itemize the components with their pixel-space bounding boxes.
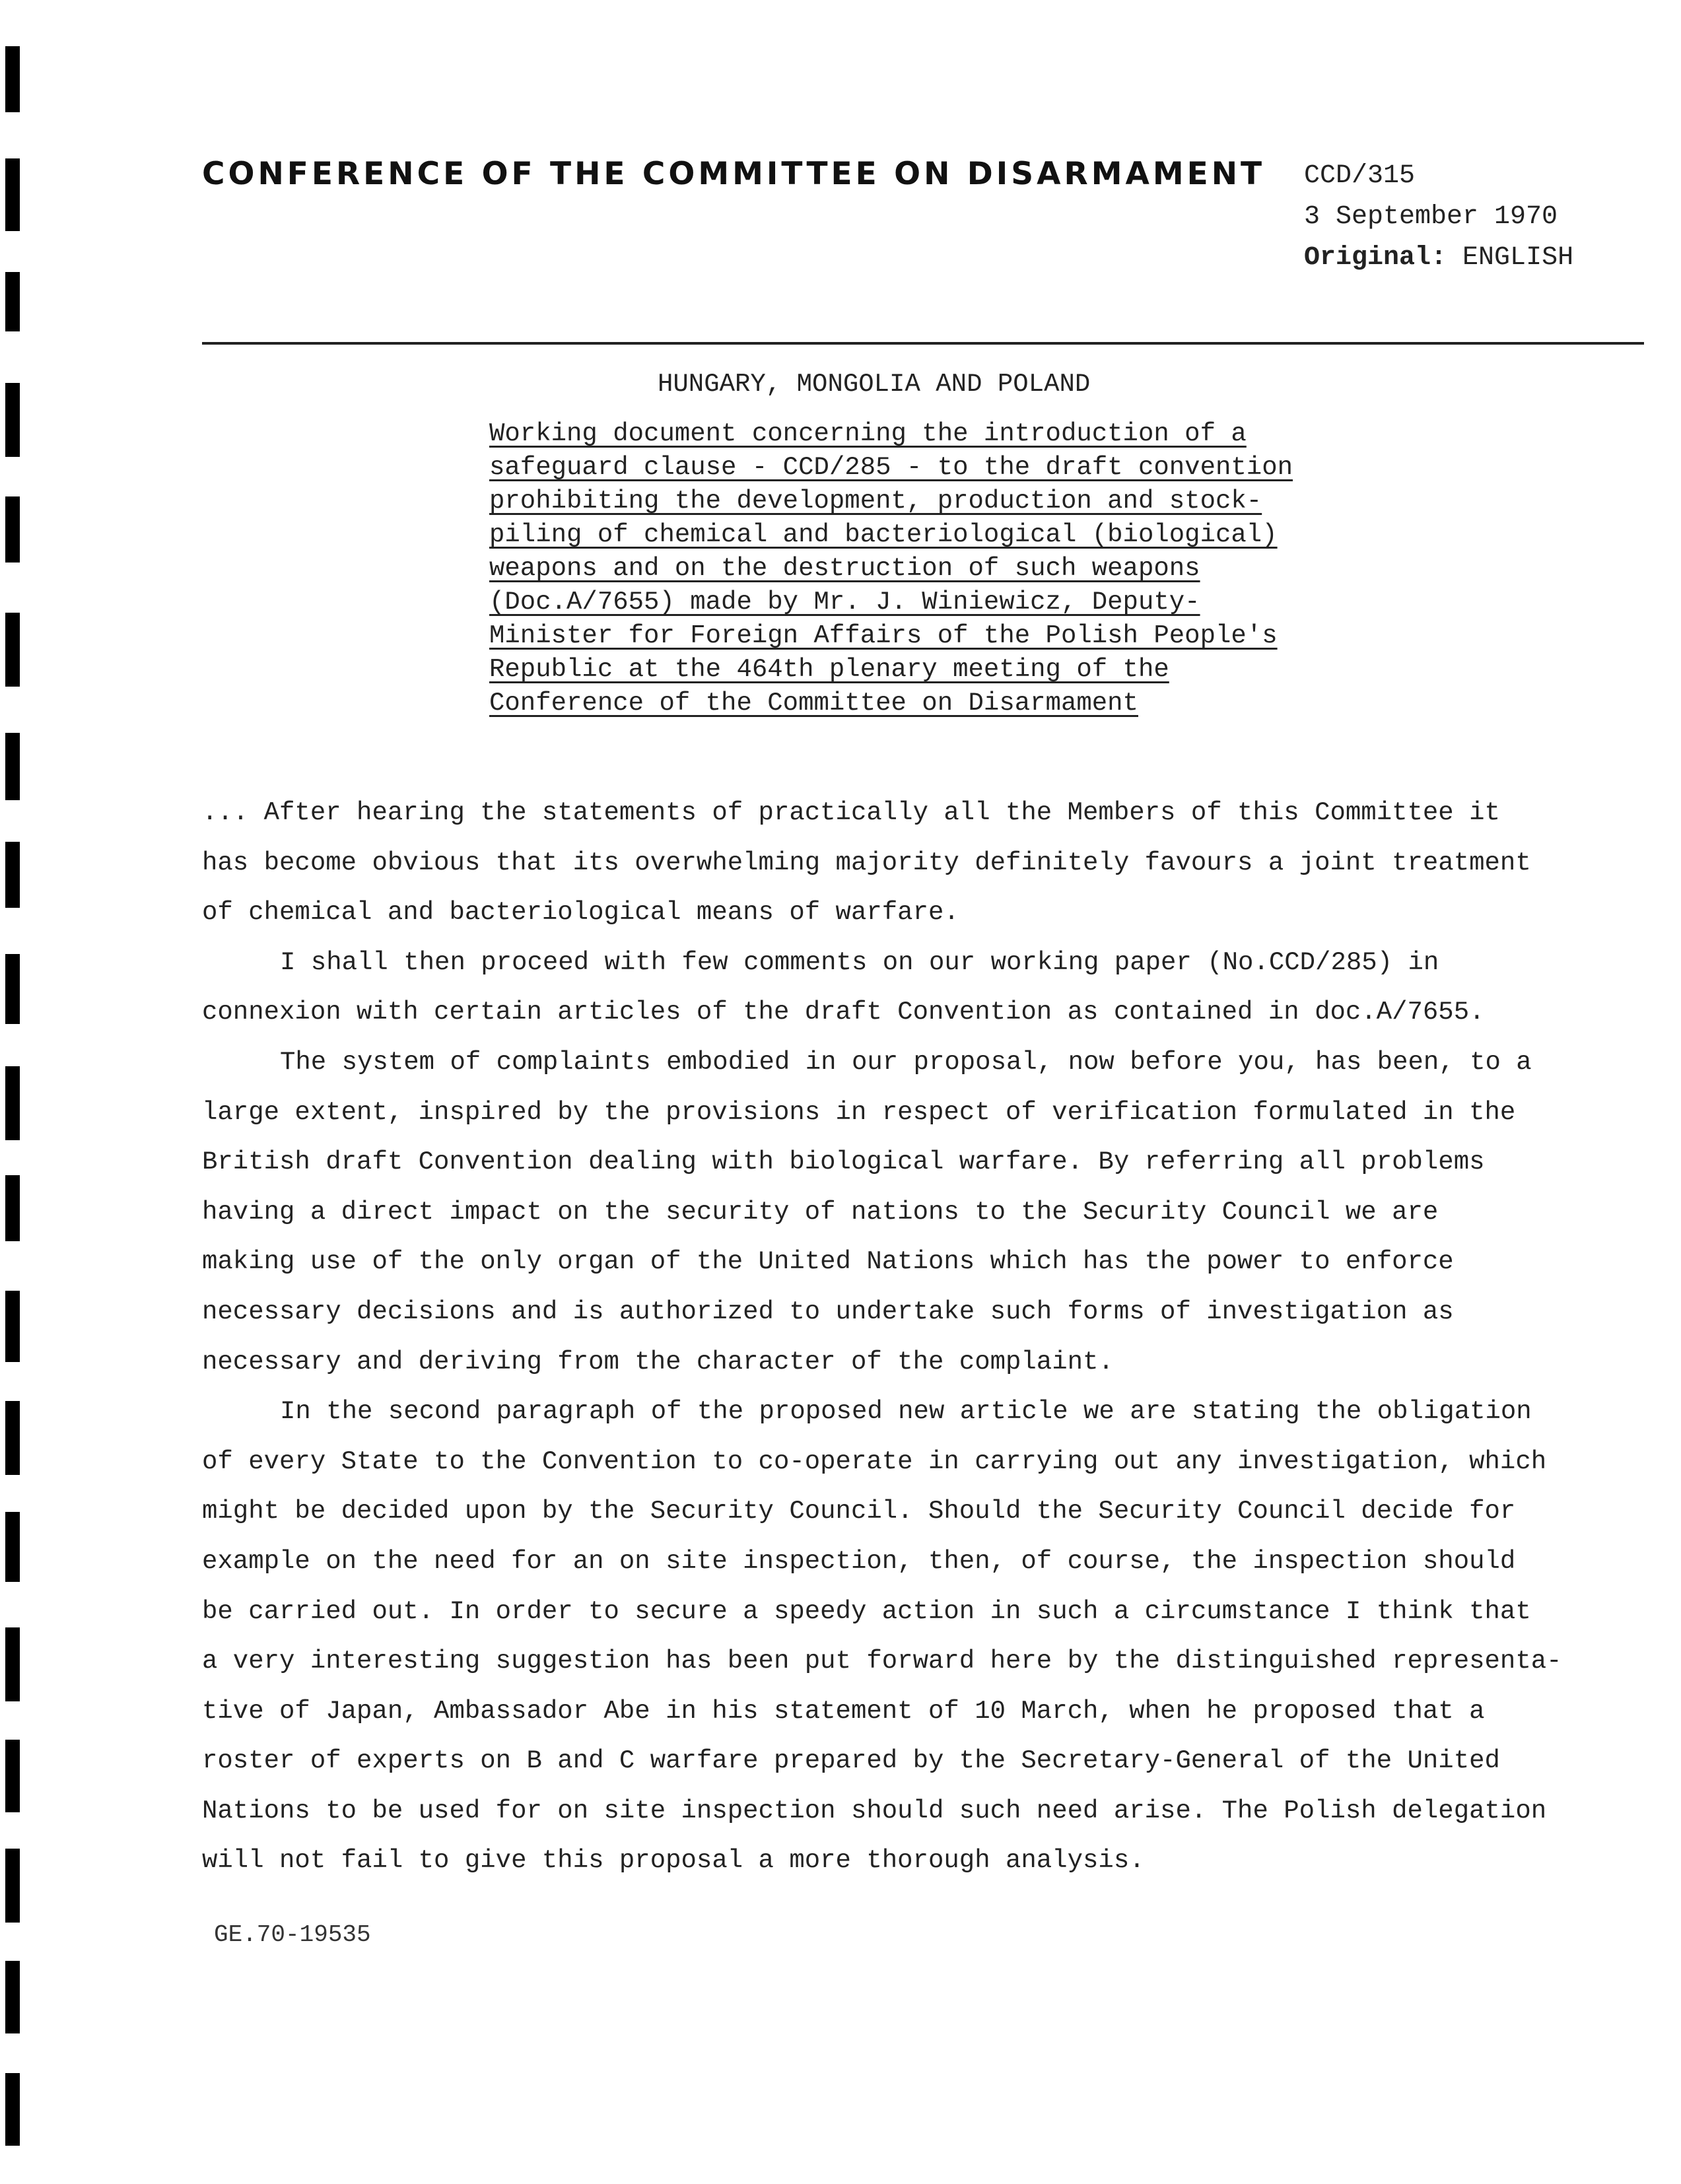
- binder-mark: [5, 1512, 20, 1582]
- submitting-countries: HUNGARY, MONGOLIA AND POLAND: [658, 370, 1091, 399]
- body-line: might be decided upon by the Security Council. Should the Security Council decide for: [202, 1497, 1516, 1526]
- document-title-line: (Doc.A/7655) made by Mr. J. Winiewicz, Deputy-: [489, 588, 1200, 617]
- binder-mark: [5, 1849, 20, 1923]
- conference-title: CONFERENCE OF THE COMMITTEE ON DISARMAMENT: [202, 156, 1266, 192]
- binder-mark: [5, 613, 20, 687]
- binder-mark: [5, 158, 20, 231]
- body-line: In the second paragraph of the proposed new article we are stating the obligation: [280, 1397, 1532, 1427]
- body-line: ... After hearing the statements of practically all the Members of this Committee it: [202, 798, 1500, 827]
- body-line: of every State to the Convention to co-operate in carrying out any investigation, which: [202, 1447, 1547, 1476]
- body-line: has become obvious that its overwhelming majority definitely favours a joint treatment: [202, 848, 1531, 877]
- binder-mark: [5, 1291, 20, 1362]
- body-line: making use of the only organ of the United Nations which has the power to enforce: [202, 1247, 1454, 1277]
- binder-mark: [5, 383, 20, 457]
- body-line: large extent, inspired by the provisions in respect of verification formulated in the: [202, 1097, 1516, 1127]
- document-title-line: piling of chemical and bacteriological (biological): [489, 520, 1278, 549]
- body-line: necessary and deriving from the character of the complaint.: [202, 1347, 1114, 1377]
- original-language: [1304, 238, 1573, 279]
- document-title-line: prohibiting the development, production and stock-: [489, 487, 1262, 516]
- binder-mark: [5, 733, 20, 800]
- binder-mark: [5, 1627, 20, 1701]
- document-title: [489, 417, 1293, 720]
- binder-mark: [5, 1401, 20, 1475]
- body-line: will not fail to give this proposal a more thorough analysis.: [202, 1846, 1145, 1876]
- body-line: of chemical and bacteriological means of warfare.: [202, 898, 959, 928]
- binder-mark: [5, 1066, 20, 1140]
- binder-mark: [5, 496, 20, 563]
- document-symbol: CCD/315: [1304, 161, 1416, 191]
- binder-mark: [5, 2073, 20, 2146]
- document-title-line: weapons and on the destruction of such weapons: [489, 554, 1200, 583]
- body-line: be carried out. In order to secure a speedy action in such a circumstance I think that: [202, 1596, 1531, 1626]
- body-line: necessary decisions and is authorized to undertake such forms of investigation as: [202, 1297, 1454, 1326]
- document-title-line: Republic at the 464th plenary meeting of the: [489, 655, 1169, 684]
- body-line: example on the need for an on site inspection, then, of course, the inspection should: [202, 1546, 1516, 1576]
- document-meta: [1304, 156, 1573, 279]
- document-title-line: Conference of the Committee on Disarmament: [489, 689, 1138, 718]
- body-line: British draft Convention dealing with biological warfare. By referring all problems: [202, 1147, 1485, 1177]
- document-title-line: Working document concerning the introduction of a: [489, 419, 1247, 448]
- binder-mark: [5, 1175, 20, 1241]
- statement-body: [202, 788, 1641, 1886]
- binder-mark: [5, 842, 20, 908]
- binder-mark: [5, 46, 20, 112]
- binder-mark: [5, 1961, 20, 2033]
- body-line: connexion with certain articles of the draft Convention as contained in doc.A/7655.: [202, 998, 1485, 1027]
- original-label: Original:: [1304, 243, 1447, 273]
- body-line: I shall then proceed with few comments on our working paper (No.CCD/285) in: [280, 947, 1439, 977]
- binder-mark: [5, 1740, 20, 1812]
- body-line: The system of complaints embodied in our proposal, now before you, has been, to a: [280, 1047, 1532, 1077]
- body-line: Nations to be used for on site inspection should such need arise. The Polish delegation: [202, 1796, 1547, 1826]
- binder-mark: [5, 272, 20, 331]
- body-line: having a direct impact on the security of nations to the Security Council we are: [202, 1197, 1439, 1227]
- document-date: 3 September 1970: [1304, 202, 1558, 232]
- job-number: GE.70-19535: [214, 1921, 371, 1948]
- document-title-line: safeguard clause - CCD/285 - to the draft convention: [489, 453, 1293, 482]
- original-value: ENGLISH: [1462, 243, 1574, 273]
- binder-mark: [5, 954, 20, 1024]
- body-line: roster of experts on B and C warfare prepared by the Secretary-General of the United: [202, 1746, 1500, 1776]
- body-line: a very interesting suggestion has been put forward here by the distinguished representa-: [202, 1647, 1562, 1676]
- body-line: tive of Japan, Ambassador Abe in his statement of 10 March, when he proposed that a: [202, 1696, 1485, 1726]
- header-divider: [202, 342, 1644, 345]
- document-title-line: Minister for Foreign Affairs of the Polish People's: [489, 621, 1278, 650]
